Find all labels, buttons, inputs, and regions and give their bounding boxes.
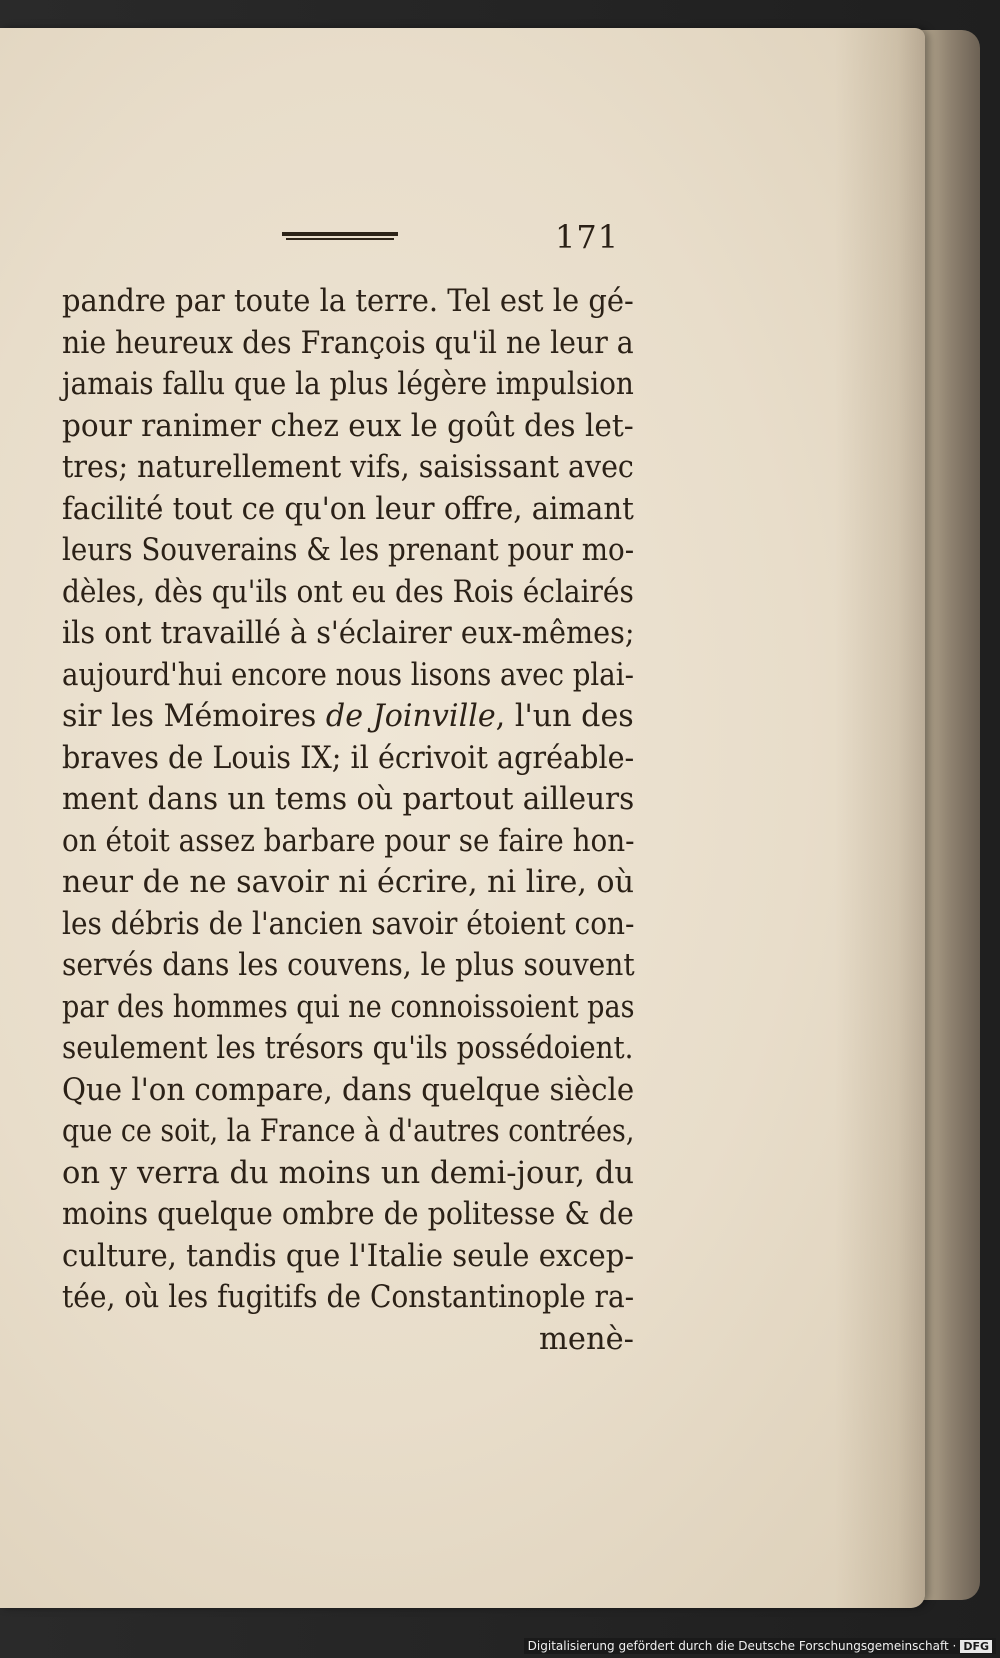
digitization-credit — [524, 1638, 996, 1654]
text-line-with-italic — [62, 696, 634, 738]
italic-name: de Joinville — [325, 699, 496, 734]
text-line: pandre par toute la terre. Tel est le gé- — [62, 284, 634, 319]
text-line: Que l'on compare, dans quelque siècle — [62, 1072, 635, 1108]
text-line: par des hommes qui ne connoissoient pas — [62, 989, 635, 1025]
text-line: aujourd'hui encore nous lisons avec plai- — [62, 657, 634, 693]
text-line: leurs Souverains & les prenant pour mo- — [62, 533, 635, 568]
book-page — [0, 28, 925, 1608]
text-line: seulement les trésors qu'ils possédoient. — [62, 1031, 634, 1066]
text-line: on étoit assez barbare pour se faire hon- — [62, 823, 635, 859]
page-number: 171 — [555, 218, 620, 256]
text-line: moins quelque ombre de politesse & de — [62, 1197, 634, 1232]
text-line: facilité tout ce qu'on leur offre, aimant — [62, 491, 634, 527]
head-ornament-rule — [282, 232, 398, 242]
text-line: que ce soit, la France à d'autres contrées, — [62, 1114, 635, 1149]
text-line: ment dans un tems où partout ailleurs — [62, 782, 635, 817]
text-line: braves de Louis IX; il écrivoit agréable- — [62, 740, 635, 776]
text-line: nie heureux des François qu'il ne leur a — [62, 325, 634, 361]
text-segment: sir les Mémoires — [62, 699, 326, 734]
text-segment: , l'un des — [495, 699, 634, 734]
text-line: jamais fallu que la plus légère impulsion — [62, 367, 634, 402]
dfg-logo: DFG — [960, 1640, 992, 1653]
text-line: neur de ne savoir ni écrire, ni lire, où — [62, 865, 634, 900]
text-line: culture, tandis que l'Italie seule excep- — [62, 1238, 635, 1274]
body-text — [62, 281, 634, 1360]
catchword: menè- — [539, 1321, 634, 1357]
credit-text: Digitalisierung gefördert durch die Deutsche Forschungsgemeinschaft · — [527, 1639, 957, 1653]
text-line: les débris de l'ancien savoir étoient con- — [62, 906, 635, 942]
text-line: pour ranimer chez eux le goût des let- — [62, 408, 634, 444]
text-line: tée, où les fugitifs de Constantinople ra- — [62, 1280, 635, 1315]
text-line: ils ont travaillé à s'éclairer eux-mêmes; — [62, 616, 635, 651]
text-line: dèles, dès qu'ils ont eu des Rois éclairés — [62, 574, 634, 610]
text-line: servés dans les couvens, le plus souvent — [62, 948, 635, 983]
text-line: on y verra du moins un demi-jour, du — [62, 1155, 634, 1191]
text-line: tres; naturellement vifs, saisissant avec — [62, 450, 634, 485]
